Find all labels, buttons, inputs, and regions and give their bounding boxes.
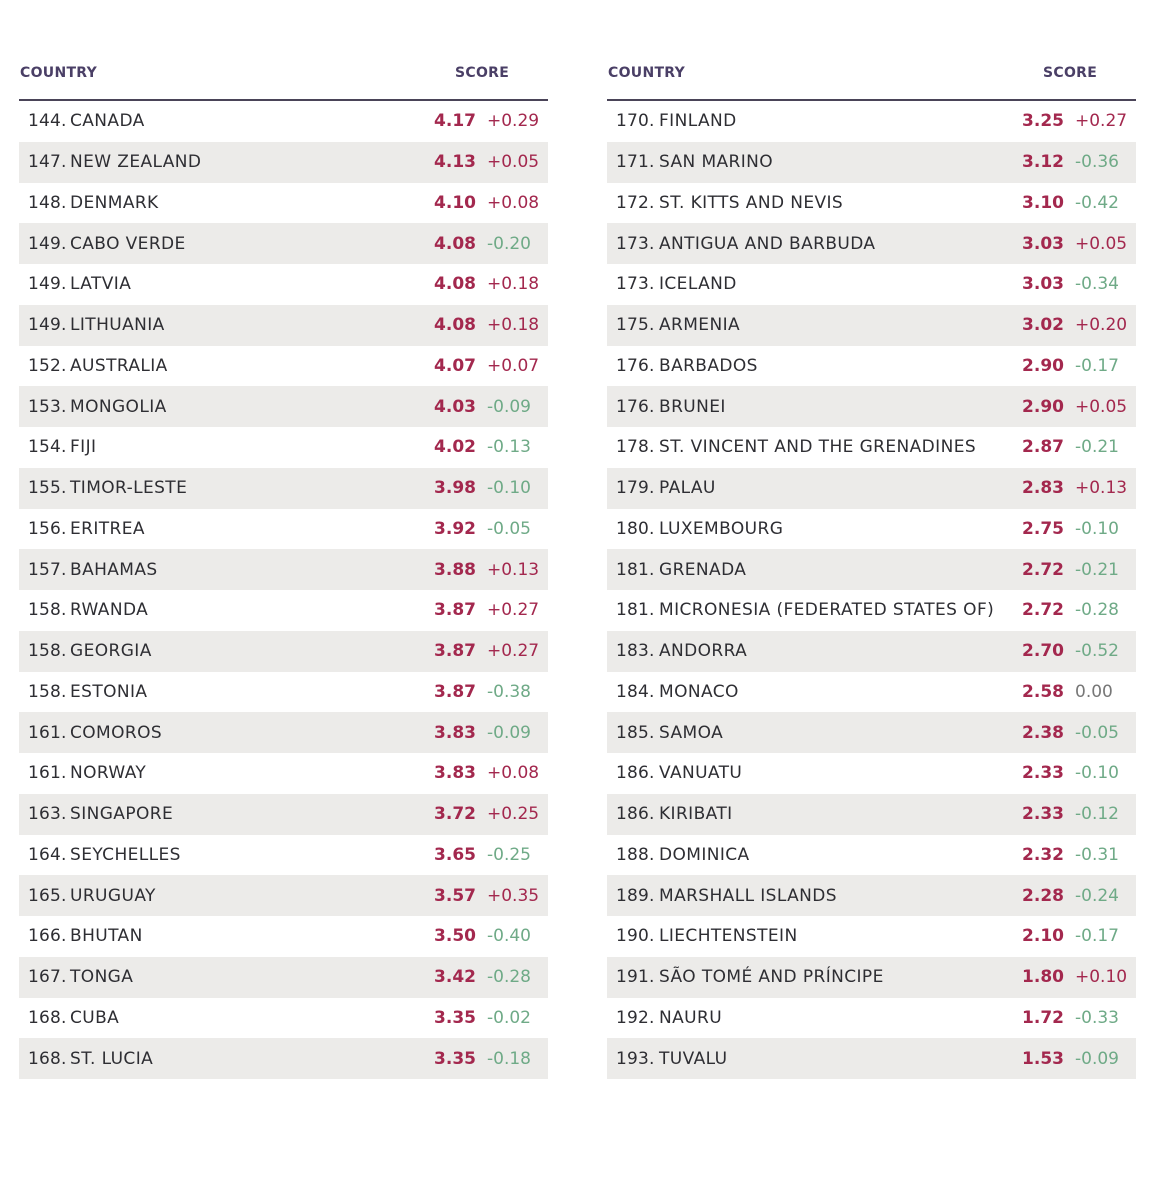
score-change: +0.20: [1075, 315, 1128, 336]
rank-cell: 193.: [616, 1048, 655, 1069]
score-change: -0.42: [1075, 192, 1119, 213]
rank-cell: 176.: [616, 396, 655, 417]
score-change: -0.20: [487, 233, 531, 254]
score-value: 4.13: [434, 152, 476, 173]
table-row: [607, 549, 1136, 590]
score-change: -0.10: [487, 478, 531, 499]
rank-cell: 166.: [28, 926, 67, 947]
rank-cell: 186.: [616, 804, 655, 825]
table-row: [19, 753, 548, 794]
country-name: TIMOR-LESTE: [70, 478, 188, 499]
country-name: CUBA: [70, 1007, 120, 1028]
score-value: 4.17: [434, 111, 476, 132]
score-value: 2.58: [1022, 681, 1064, 702]
score-value: 2.38: [1022, 722, 1064, 743]
table-row: [19, 998, 548, 1039]
table-row: [19, 183, 548, 224]
table-row: [607, 712, 1136, 753]
table-row: [19, 916, 548, 957]
rank-cell: 173.: [616, 233, 655, 254]
country-name: ICELAND: [659, 274, 737, 295]
table-row: [607, 672, 1136, 713]
country-name: LITHUANIA: [70, 315, 165, 336]
score-change: -0.36: [1075, 152, 1119, 173]
score-change: +0.18: [487, 315, 540, 336]
score-value: 2.70: [1022, 641, 1064, 662]
score-value: 3.25: [1022, 111, 1064, 132]
score-value: 3.03: [1022, 233, 1064, 254]
score-change: +0.35: [487, 885, 540, 906]
country-name: ST. KITTS AND NEVIS: [659, 192, 844, 213]
table-row: [19, 631, 548, 672]
table-row: [19, 1038, 548, 1079]
country-name: GRENADA: [659, 559, 747, 580]
score-change: -0.31: [1075, 844, 1119, 865]
table-row: [607, 957, 1136, 998]
score-value: 3.65: [434, 844, 476, 865]
country-name: KIRIBATI: [659, 804, 733, 825]
score-change: -0.02: [487, 1007, 531, 1028]
table-row: [607, 794, 1136, 835]
table-header: [607, 60, 1136, 101]
country-name: CANADA: [70, 111, 145, 132]
table-row: [19, 101, 548, 142]
rank-cell: 170.: [616, 111, 655, 132]
score-change: -0.05: [1075, 722, 1119, 743]
table-row: [607, 468, 1136, 509]
country-name: ST. VINCENT AND THE GRENADINES: [659, 437, 977, 458]
rank-cell: 184.: [616, 681, 655, 702]
table-row: [607, 386, 1136, 427]
rank-cell: 179.: [616, 478, 655, 499]
country-name: PALAU: [659, 478, 716, 499]
table-row: [19, 386, 548, 427]
rank-cell: 192.: [616, 1007, 655, 1028]
country-name: ARMENIA: [659, 315, 741, 336]
score-value: 4.07: [434, 355, 476, 376]
score-change: -0.13: [487, 437, 531, 458]
country-name: SAN MARINO: [659, 152, 774, 173]
rank-cell: 181.: [616, 559, 655, 580]
score-change: -0.09: [487, 722, 531, 743]
table-row: [19, 672, 548, 713]
ranking-table-left: [19, 60, 548, 1079]
rank-cell: 154.: [28, 437, 67, 458]
country-name: ERITREA: [70, 518, 145, 539]
rank-cell: 158.: [28, 600, 67, 621]
country-name: NAURU: [659, 1007, 723, 1028]
score-change: -0.10: [1075, 518, 1119, 539]
score-value: 2.33: [1022, 763, 1064, 784]
score-value: 3.83: [434, 722, 476, 743]
country-name: BARBADOS: [659, 355, 758, 376]
table-row: [607, 346, 1136, 387]
table-row: [607, 509, 1136, 550]
rank-cell: 164.: [28, 844, 67, 865]
country-name: RWANDA: [70, 600, 149, 621]
rank-cell: 149.: [28, 315, 67, 336]
score-value: 3.35: [434, 1007, 476, 1028]
country-name: SEYCHELLES: [70, 844, 181, 865]
score-value: 2.90: [1022, 355, 1064, 376]
score-value: 3.72: [434, 804, 476, 825]
table-row: [607, 101, 1136, 142]
rank-cell: 191.: [616, 967, 655, 988]
score-value: 1.80: [1022, 967, 1064, 988]
table-row: [19, 957, 548, 998]
score-value: 2.32: [1022, 844, 1064, 865]
country-name: FINLAND: [659, 111, 737, 132]
country-column-header: COUNTRY: [20, 65, 98, 81]
rank-cell: 165.: [28, 885, 67, 906]
rank-cell: 186.: [616, 763, 655, 784]
table-row: [19, 223, 548, 264]
score-value: 2.28: [1022, 885, 1064, 906]
rank-cell: 148.: [28, 192, 67, 213]
score-change: +0.05: [1075, 396, 1128, 417]
score-value: 3.57: [434, 885, 476, 906]
score-change: -0.09: [1075, 1048, 1119, 1069]
score-change: +0.18: [487, 274, 540, 295]
table-row: [19, 427, 548, 468]
table-row: [607, 916, 1136, 957]
country-name: MARSHALL ISLANDS: [659, 885, 837, 906]
score-value: 2.87: [1022, 437, 1064, 458]
score-value: 4.10: [434, 192, 476, 213]
score-change: -0.25: [487, 844, 531, 865]
score-change: +0.27: [1075, 111, 1128, 132]
table-row: [19, 712, 548, 753]
score-change: -0.52: [1075, 641, 1119, 662]
score-column-header: SCORE: [1043, 65, 1098, 81]
score-value: 3.03: [1022, 274, 1064, 295]
rank-cell: 163.: [28, 804, 67, 825]
score-value: 2.75: [1022, 518, 1064, 539]
score-change: +0.05: [487, 152, 540, 173]
country-column-header: COUNTRY: [608, 65, 686, 81]
ranking-table-right: [607, 60, 1136, 1079]
score-value: 3.88: [434, 559, 476, 580]
country-name: ANDORRA: [659, 641, 748, 662]
score-value: 2.72: [1022, 600, 1064, 621]
score-change: +0.13: [487, 559, 540, 580]
score-value: 3.42: [434, 967, 476, 988]
score-change: -0.09: [487, 396, 531, 417]
score-change: -0.24: [1075, 885, 1119, 906]
rank-cell: 172.: [616, 192, 655, 213]
country-name: CABO VERDE: [70, 233, 186, 254]
country-name: BAHAMAS: [70, 559, 158, 580]
rank-cell: 161.: [28, 722, 67, 743]
rank-cell: 175.: [616, 315, 655, 336]
score-value: 4.03: [434, 396, 476, 417]
table-rows: [607, 101, 1136, 1079]
country-name: ST. LUCIA: [70, 1048, 154, 1069]
table-row: [19, 590, 548, 631]
table-row: [19, 346, 548, 387]
country-name: SÃO TOMÉ AND PRÍNCIPE: [659, 967, 884, 988]
country-name: DENMARK: [70, 192, 159, 213]
table-row: [607, 835, 1136, 876]
score-change: -0.34: [1075, 274, 1119, 295]
table-row: [19, 875, 548, 916]
score-value: 4.08: [434, 274, 476, 295]
score-change: -0.17: [1075, 355, 1119, 376]
table-row: [607, 753, 1136, 794]
rank-cell: 168.: [28, 1007, 67, 1028]
country-name: COMOROS: [70, 722, 163, 743]
score-change: -0.18: [487, 1048, 531, 1069]
rank-cell: 157.: [28, 559, 67, 580]
table-row: [19, 264, 548, 305]
rank-cell: 149.: [28, 274, 67, 295]
score-value: 2.72: [1022, 559, 1064, 580]
score-change: +0.27: [487, 600, 540, 621]
country-name: NEW ZEALAND: [70, 152, 202, 173]
table-row: [19, 835, 548, 876]
country-name: MONGOLIA: [70, 396, 167, 417]
score-value: 3.87: [434, 600, 476, 621]
score-change: -0.21: [1075, 437, 1119, 458]
rank-cell: 144.: [28, 111, 67, 132]
rank-cell: 147.: [28, 152, 67, 173]
table-row: [607, 427, 1136, 468]
score-change: -0.21: [1075, 559, 1119, 580]
score-change: +0.05: [1075, 233, 1128, 254]
country-name: SINGAPORE: [70, 804, 174, 825]
score-value: 3.98: [434, 478, 476, 499]
score-value: 3.12: [1022, 152, 1064, 173]
score-value: 3.10: [1022, 192, 1064, 213]
rank-cell: 161.: [28, 763, 67, 784]
score-value: 2.10: [1022, 926, 1064, 947]
country-name: BHUTAN: [70, 926, 143, 947]
country-name: SAMOA: [659, 722, 724, 743]
score-change: -0.05: [487, 518, 531, 539]
rank-cell: 168.: [28, 1048, 67, 1069]
score-change: +0.13: [1075, 478, 1128, 499]
score-value: 4.08: [434, 315, 476, 336]
score-change: -0.28: [487, 967, 531, 988]
score-column-header: SCORE: [455, 65, 510, 81]
table-row: [607, 998, 1136, 1039]
score-change: -0.17: [1075, 926, 1119, 947]
score-value: 2.33: [1022, 804, 1064, 825]
rank-cell: 171.: [616, 152, 655, 173]
score-value: 2.83: [1022, 478, 1064, 499]
table-row: [607, 305, 1136, 346]
table-rows: [19, 101, 548, 1079]
score-change: -0.10: [1075, 763, 1119, 784]
score-value: 4.02: [434, 437, 476, 458]
rank-cell: 149.: [28, 233, 67, 254]
table-row: [607, 264, 1136, 305]
rank-cell: 153.: [28, 396, 67, 417]
rank-cell: 183.: [616, 641, 655, 662]
rank-cell: 185.: [616, 722, 655, 743]
country-name: FIJI: [70, 437, 97, 458]
table-row: [19, 509, 548, 550]
table-row: [607, 631, 1136, 672]
table-row: [19, 142, 548, 183]
rank-cell: 181.: [616, 600, 655, 621]
score-value: 3.02: [1022, 315, 1064, 336]
rank-cell: 188.: [616, 844, 655, 865]
country-name: MONACO: [659, 681, 739, 702]
country-name: LIECHTENSTEIN: [659, 926, 798, 947]
country-name: NORWAY: [70, 763, 147, 784]
country-name: AUSTRALIA: [70, 355, 168, 376]
score-change: +0.07: [487, 355, 540, 376]
country-name: DOMINICA: [659, 844, 750, 865]
score-change: 0.00: [1075, 681, 1113, 702]
table-row: [607, 590, 1136, 631]
score-value: 3.87: [434, 681, 476, 702]
score-change: +0.29: [487, 111, 540, 132]
rank-cell: 180.: [616, 518, 655, 539]
rank-cell: 167.: [28, 967, 67, 988]
score-change: -0.28: [1075, 600, 1119, 621]
rank-cell: 158.: [28, 641, 67, 662]
score-value: 2.90: [1022, 396, 1064, 417]
table-row: [607, 183, 1136, 224]
table-header: [19, 60, 548, 101]
country-name: BRUNEI: [659, 396, 726, 417]
table-row: [19, 305, 548, 346]
score-change: +0.27: [487, 641, 540, 662]
country-name: TUVALU: [659, 1048, 728, 1069]
country-name: MICRONESIA (FEDERATED STATES OF): [659, 600, 995, 621]
score-change: +0.10: [1075, 967, 1128, 988]
table-row: [607, 875, 1136, 916]
score-change: +0.25: [487, 804, 540, 825]
table-row: [19, 794, 548, 835]
score-value: 1.53: [1022, 1048, 1064, 1069]
score-value: 3.50: [434, 926, 476, 947]
rank-cell: 173.: [616, 274, 655, 295]
country-name: ESTONIA: [70, 681, 148, 702]
rank-cell: 152.: [28, 355, 67, 376]
table-row: [19, 468, 548, 509]
score-change: +0.08: [487, 192, 540, 213]
country-name: LUXEMBOURG: [659, 518, 784, 539]
score-value: 4.08: [434, 233, 476, 254]
score-value: 3.83: [434, 763, 476, 784]
table-row: [607, 223, 1136, 264]
score-value: 3.87: [434, 641, 476, 662]
score-change: -0.40: [487, 926, 531, 947]
country-name: ANTIGUA AND BARBUDA: [659, 233, 876, 254]
score-value: 3.92: [434, 518, 476, 539]
country-name: VANUATU: [659, 763, 743, 784]
rank-cell: 156.: [28, 518, 67, 539]
score-change: -0.12: [1075, 804, 1119, 825]
country-name: URUGUAY: [70, 885, 156, 906]
table-row: [19, 549, 548, 590]
score-value: 1.72: [1022, 1007, 1064, 1028]
score-change: -0.38: [487, 681, 531, 702]
country-name: GEORGIA: [70, 641, 152, 662]
rank-cell: 176.: [616, 355, 655, 376]
rank-cell: 158.: [28, 681, 67, 702]
rank-cell: 178.: [616, 437, 655, 458]
table-row: [607, 142, 1136, 183]
score-value: 3.35: [434, 1048, 476, 1069]
rank-cell: 189.: [616, 885, 655, 906]
country-name: TONGA: [70, 967, 134, 988]
country-name: LATVIA: [70, 274, 132, 295]
table-row: [607, 1038, 1136, 1079]
score-change: -0.33: [1075, 1007, 1119, 1028]
rank-cell: 190.: [616, 926, 655, 947]
score-change: +0.08: [487, 763, 540, 784]
rank-cell: 155.: [28, 478, 67, 499]
